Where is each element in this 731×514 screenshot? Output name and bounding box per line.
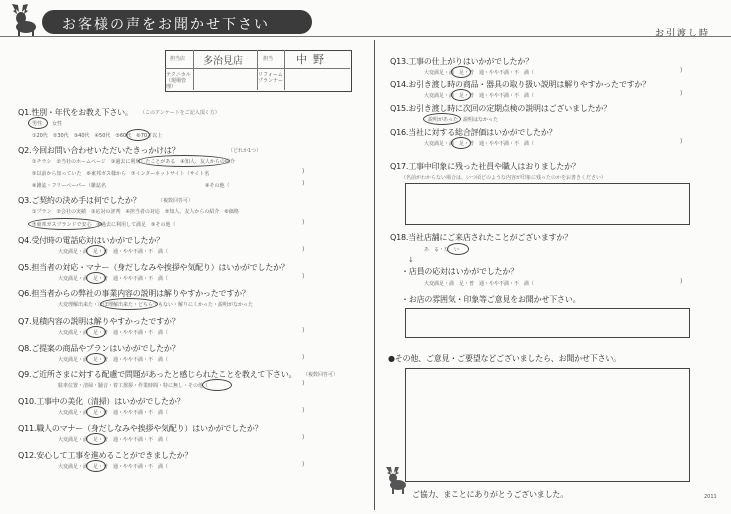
answer-mark — [451, 137, 471, 149]
q13-scale: 大変満足・満 足・普 通・やや不満・不 満（ — [424, 70, 535, 76]
answer-mark — [28, 117, 48, 129]
q16-text: Q16.当社に対する総合評価はいかがでしたか？ — [390, 128, 557, 137]
answer-mark — [86, 353, 106, 365]
q3-line2: ⑦東邦ガスブランドで安心 ⑧過去に利用して満足 ⑨その他（ — [32, 222, 176, 228]
q18-text: Q18.当社店舗にご来店されたことがございますか？ — [390, 233, 573, 242]
down-arrow-icon: ↓ — [408, 256, 414, 264]
answer-mark — [86, 433, 106, 445]
q15-scale: 説明があった 説明はなかった — [428, 117, 498, 123]
q6-text: Q6.担当者からの弊社の事業内容の説明は解りやすかったですか？ — [18, 289, 250, 298]
answer-mark — [126, 129, 150, 141]
answer-mark — [447, 243, 469, 255]
q10-text: Q10.工事中の美化（清掃）はいかがでしたか？ — [18, 397, 185, 406]
q1-text: Q1.性別・年代をお教え下さい。 — [18, 108, 133, 117]
answer-mark — [202, 379, 232, 391]
q9-options: 駐車位置・清掃・騒音・着工挨拶・作業時間・特に無し・その他（ — [58, 383, 209, 389]
q3-text: Q3.ご契約の決め手は何でしたか？ — [18, 196, 141, 205]
q16-scale: 大変満足・満 足・普 通・やや不満・不 満（ — [424, 141, 535, 147]
q17-answer-box[interactable] — [405, 183, 690, 225]
q1-note: （このアンケートをご記入頂く方） — [140, 110, 220, 116]
answer-mark — [86, 272, 106, 284]
handover-label: お引渡し時 — [655, 29, 711, 39]
answer-mark — [86, 245, 106, 257]
q3-note: （複数回答可） — [158, 198, 194, 204]
q5-scale: 大変満足・満 足・普 通・やや不満・不 満（ — [58, 276, 169, 282]
staff-value: 中野 — [296, 53, 330, 66]
q8-text: Q8.ご提案の商品やプランはいかがでしたか？ — [18, 344, 180, 353]
q7-scale: 大変満足・満 足・普 通・やや不満・不 満（ — [58, 330, 169, 336]
q7-text: Q7.見積内容の説明は解りやすかったですか？ — [18, 317, 180, 326]
q10-scale: 大変満足・満 足・普 通・やや不満・不 満（ — [58, 410, 169, 416]
q2-note: （どれか1つ） — [228, 148, 262, 154]
q9-text: Q9.ご近所さまに対する配慮で問題があったと感じられたことを教えて下さい。 — [18, 370, 297, 379]
q9-note: （複数回答可） — [303, 372, 339, 378]
answer-mark — [138, 155, 230, 167]
other-comments-label: ●その他、ご意見・ご要望などございましたら、お聞かせ下さい。 — [388, 354, 621, 363]
q11-text: Q11.職人のマナー（身だしなみや挨拶や気配り）はいかがでしたか？ — [18, 424, 263, 433]
page-title: お客様の声をお聞かせ下さい — [62, 17, 270, 33]
column-divider — [374, 40, 375, 510]
q15-text: Q15.お引き渡し時に次回の定期点検の説明はございましたか？ — [390, 104, 612, 113]
answer-mark — [86, 326, 106, 338]
q18-sub2: ・お店の雰囲気・印象等ご意見をお聞かせ下さい。 — [401, 295, 581, 304]
q18-answer-box[interactable] — [405, 308, 690, 338]
answer-mark — [451, 66, 471, 78]
form-code: 2011 — [704, 494, 717, 500]
q2-text: Q2.今回お問い合わせいただいたきっかけは？ — [18, 146, 180, 155]
top-rule — [0, 36, 731, 37]
deer-icon — [6, 2, 42, 36]
answer-mark — [86, 406, 106, 418]
q17-note: （名前がわからない場合は、いつ頃どのような内容が印象に残ったのかをお書きください） — [401, 175, 607, 181]
deer-icon — [383, 466, 409, 494]
q14-text: Q14.お引き渡し時の商品・器具の取り扱い説明は解りやすかったですか？ — [390, 80, 651, 89]
q5-text: Q5.担当者の対応・マナー（身だしなみや挨拶や気配り）はいかがでしたか？ — [18, 263, 289, 272]
answer-mark — [451, 89, 471, 101]
q6-scale: 大変理解出来た・ほぼ理解出来た・どちらでもない・解りにくかった・説明がなかった — [58, 302, 253, 308]
planner-label: リフォームプランナー — [258, 72, 284, 84]
answer-mark — [100, 298, 158, 310]
q2-line1: ①チラシ ②当社のホームページ ③過去に利用したことがある ④知人、友人からの紹介 — [32, 159, 235, 165]
q1-ages: ①20代 ②30代 ③40代 ④50代 ⑤60代 ⑥70才以上 — [32, 133, 163, 139]
other-comments-box[interactable] — [405, 368, 690, 482]
q14-scale: 大変満足・満 足・普 通・やや不満・不 満（ — [424, 93, 535, 99]
staff-label: 担当 — [263, 56, 274, 62]
q11-scale: 大変満足・満 足・普 通・やや不満・不 満（ — [58, 437, 169, 443]
q18-yesno: あ る・な い — [424, 247, 460, 253]
technical-label: テクニカル（現場管理） — [166, 72, 191, 90]
q2-line3: ⑧雑誌・フリーペーパー（雑誌名 — [32, 183, 107, 189]
q2-line2: ⑤以前から知っていた ⑥東邦ガス様から ⑦インターネットサイト（サイト名 — [32, 171, 210, 177]
q2-line3b: ⑨その他（ — [205, 183, 230, 189]
answer-mark — [423, 113, 461, 125]
q12-scale: 大変満足・満 足・普 通・やや不満・不 満（ — [58, 464, 169, 470]
q3-line1: ①プラン ②会社の実績 ③応対の評判 ④担当者の対応 ⑤知人、友人からの紹介 ⑥価格 — [32, 209, 239, 215]
thanks-message: ご協力、まことにありがとうございました。 — [412, 490, 568, 499]
q1-gender: 男性 女性 — [32, 121, 63, 127]
q13-text: Q13.工事の仕上がりはいかがでしたか？ — [390, 57, 534, 66]
branch-label: 担当店 — [170, 56, 186, 62]
q12-text: Q12.安心して工事を進めることができましたか？ — [18, 451, 193, 460]
q8-scale: 大変満足・満 足・普 通・やや不満・不 満（ — [58, 357, 169, 363]
q4-text: Q4.受付時の電話応対はいかがでしたか？ — [18, 236, 164, 245]
q17-text: Q17.工事中印象に残った社員や職人はおりましたか？ — [390, 162, 580, 171]
q18-sub1: ・店員の応対はいかがでしたか？ — [401, 267, 518, 276]
q18-sub1-scale: 大変満足・満 足・普 通・やや不満・不 満（ — [424, 281, 535, 287]
branch-value: 多治見店 — [203, 56, 243, 67]
answer-mark — [28, 218, 102, 230]
q4-scale: 大変満足・満 足・普 通・やや不満・不 満（ — [58, 249, 169, 255]
answer-mark — [86, 460, 106, 472]
